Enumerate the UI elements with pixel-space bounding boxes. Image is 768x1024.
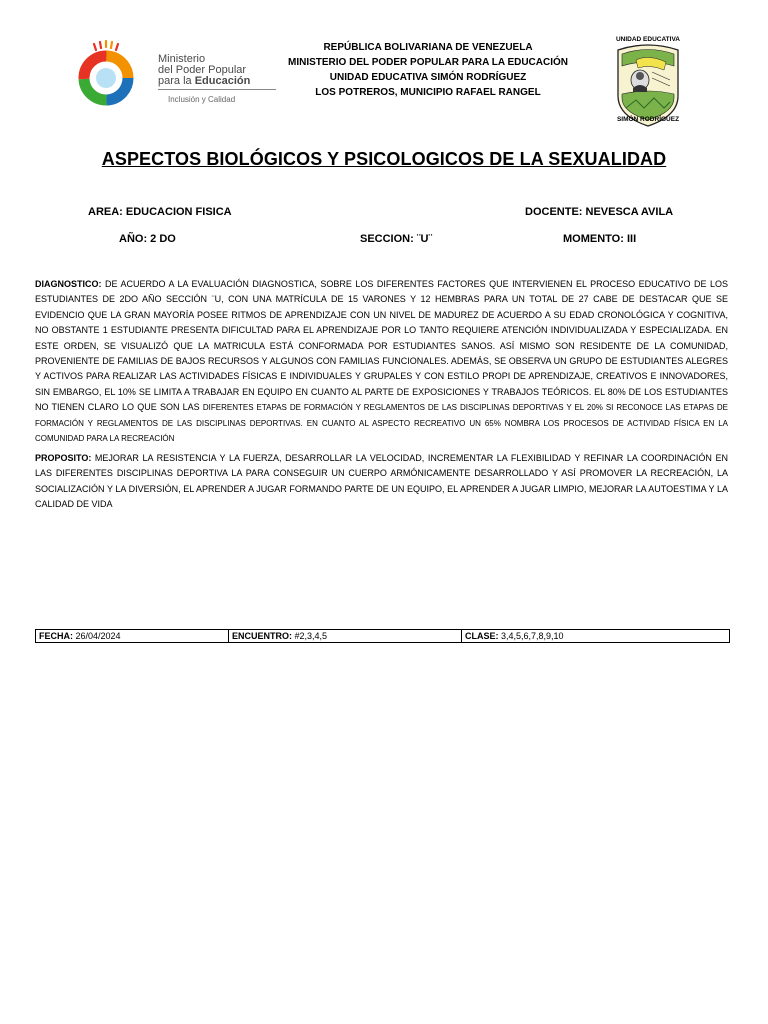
fecha-cell [36,630,229,642]
ano-field: AÑO: 2 DO [119,233,176,245]
heading-line-location: LOS POTREROS, MUNICIPIO RAFAEL RANGEL [315,87,541,98]
momento-field: MOMENTO: III [563,233,637,245]
proposito-label: PROPOSITO: [35,453,92,463]
encuentro-label: ENCUENTRO: [232,631,292,641]
clase-cell [462,630,729,642]
heading-line-ministry: MINISTERIO DEL PODER POPULAR PARA LA EDUCACIÓN [287,57,568,68]
diagnostico-text: DE ACUERDO A LA EVALUACIÓN DIAGNOSTICA, SOBRE LOS DIFERENTES FACTORES QUE INTERVIENEN EL PROCESO EDUCATIVO DE LOS ESTUDIANTES DE 2DO AÑO SECCIÓN ¨U, CON UNA MATRÍCULA DE 15 VARONES Y 12 HEMBRAS PARA UN TOTAL DE 27 CABE DE DESTACAR QUE SE EVIDENCIO QUE LA GRAN MAYORÍA POSEE RITMOS DE APRENDIZAJE CON UN NIVEL DE MADUREZ DE ACUERDO A SU EDAD CRONOLÓGICA Y COGNITIVA, NO OBSTANTE 1 ESTUDIANTE PRESENTA DIFICULTAD PARA EL APRENDIZAJE POR LO TANTO REQUIERE ATENCIÓN INDIVIDUALIZADA Y ESPECIALIZADA. EN ESTE ORDEN, SE VISUALIZÓ QUE LA MATRICULA ESTÁ CONFORMADA POR ESTUDIANTES SANOS. ASÍ MISMO SON RESIDENTE DE LA COMUNIDAD, PROVENIENTE DE FAMILIAS DE BAJOS RECURSOS Y ALGUNOS CON FAMILIAS FUNCIONALES. ADEMÁS, SE OBSERVA UN GRUPO DE ESTUDIANTES ALEGRES Y ACTIVOS PARA REALIZAR LAS ACTIVIDADES FÍSICAS E INDIVIDUALES Y GRUPALES Y CON ESTILO PROPI DE APRENDIZAJE, CREATIVOS E INNOVADORES, SIN EMBARGO, EL 10% SE LIMITA A TRABAJAR EN EQUIPO EN CUANTO AL PARTE DE EXPOSICIONES Y TRABAJOS TEÓRICOS. EL 80% DE LOS ESTUDIANTES NO TIENEN CLARO LO QUE SON LAS [35,279,728,413]
ministry-logo-tagline: Inclusión y Calidad [168,95,236,104]
diagnostico-label: DIAGNOSTICO: [35,279,102,289]
diagnostico-paragraph [35,277,728,446]
document-header [0,36,768,136]
heading-line-school: UNIDAD EDUCATIVA SIMÓN RODRÍGUEZ [329,72,527,83]
ministry-logo [72,40,277,106]
ministry-emblem-icon [72,40,156,110]
encuentro-value: #2,3,4,5 [292,631,328,641]
diagnostico-text-small: DIFERENTES ETAPAS DE FORMACIÓN Y REGLAMENTOS DE LAS DISCIPLINAS DEPORTIVAS Y EL 20% SI RECONOCE LAS ETAPAS DE FORMACIÓN Y REGLAMENTOS DE LAS DISCIPLINAS DEPORTIVAS. EN CUANTO AL ASPECTO RECREATIVO UN 65% NOMBRA LOS PROCESOS DE ACTIVIDAD FÍSICA EN LA COMUNIDAD PARA LA RECREACIÓN [35,403,728,444]
seal-bottom-text: SIMÓN RODRÍGUEZ [616,116,680,123]
proposito-text: MEJORAR LA RESISTENCIA Y LA FUERZA, DESARROLLAR LA VELOCIDAD, INCREMENTAR LA FLEXIBILIDAD Y REFINAR LA COORDINACIÓN EN LAS DIFERENTES DISCIPLINAS DEPORTIVA LA PARA CONSEGUIR UN CUERPO ARMÓNICAMENTE DESARROLLADO Y ASÍ PROMOVER LA RECREACIÓN, LA SOCIALIZACIÓN Y LA DIVERSIÓN, EL APRENDER A JUGAR FORMANDO PARTE DE UN EQUIPO, EL APRENDER A JUGAR LIMPIO, MEJORAR LA AUTOESTIMA Y LA CALIDAD DE VIDA [35,453,728,510]
fecha-value: 26/04/2024 [73,631,121,641]
ministry-logo-line1: Ministerio [158,53,206,65]
institution-heading [250,40,606,100]
school-seal [606,36,690,132]
ministry-logo-line3: para la Educación [158,75,251,87]
area-field: AREA: EDUCACION FISICA [88,206,232,218]
docente-field: DOCENTE: NEVESCA AVILA [525,206,674,218]
seccion-field: SECCION: ¨U¨ [360,233,433,245]
encuentro-cell [229,630,462,642]
clase-label: CLASE: [465,631,499,641]
session-info-table [35,629,730,643]
seal-top-text: UNIDAD EDUCATIVA [615,36,681,43]
ministry-logo-line2: del Poder Popular [158,64,247,76]
document-title: ASPECTOS BIOLÓGICOS Y PSICOLOGICOS DE LA SEXUALIDAD [101,149,667,169]
ministry-logo-text [158,53,251,104]
fecha-label: FECHA: [39,631,73,641]
clase-value: 3,4,5,6,7,8,9,10 [498,631,564,641]
proposito-paragraph [35,451,728,513]
heading-line-republic: REPÚBLICA BOLIVARIANA DE VENEZUELA [323,42,533,53]
